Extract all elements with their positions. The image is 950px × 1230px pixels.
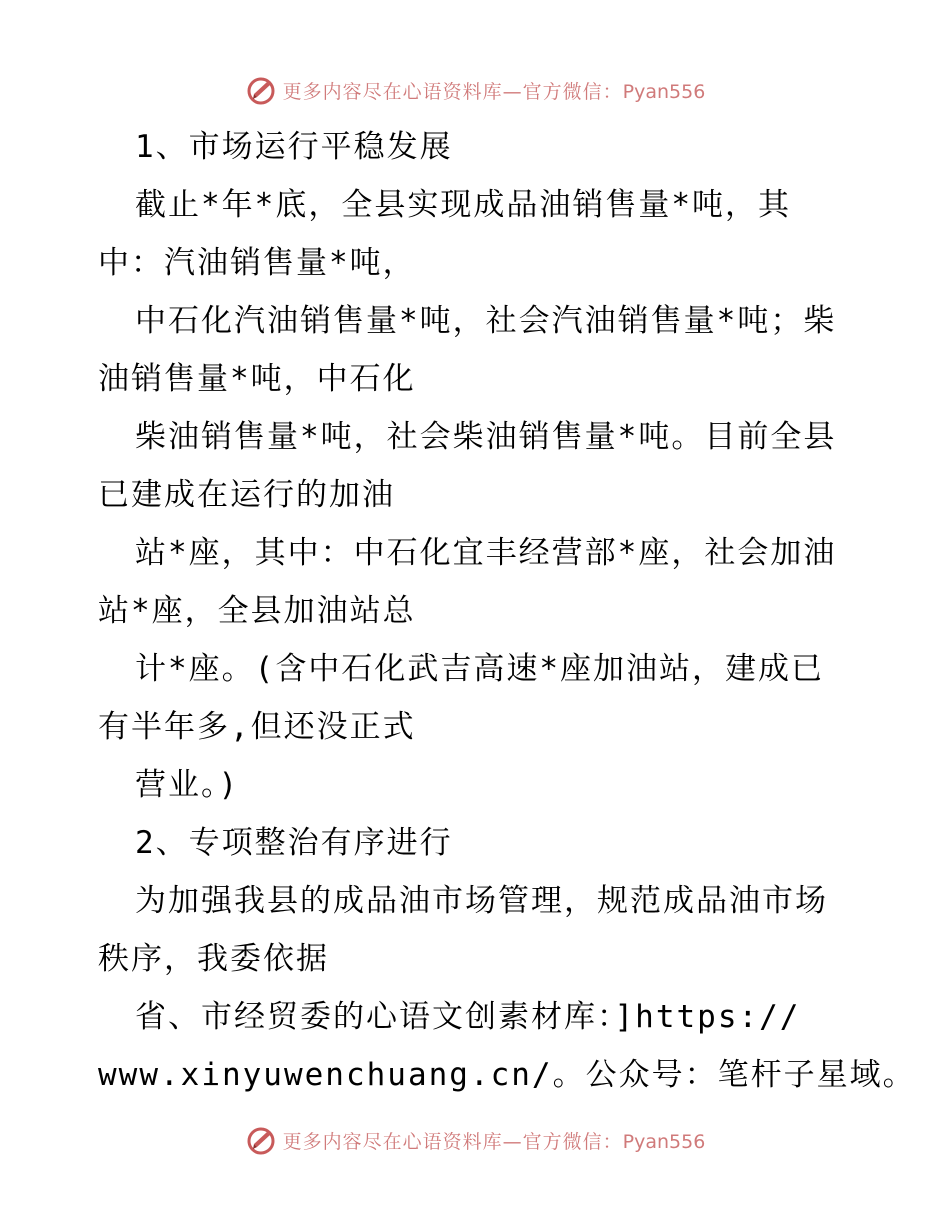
watermark-id: Pyan556 xyxy=(622,1130,706,1153)
text-line: 中：汽油销售量*吨， xyxy=(98,245,416,281)
text-line: 截止*年*底，全县实现成品油销售量*吨，其 xyxy=(135,187,791,223)
text-line: 计*座。(含中石化武吉高速*座加油站，建成已 xyxy=(135,651,824,687)
text-line: 1、市场运行平稳发展 xyxy=(135,129,453,165)
text-line: 站*座，其中：中石化宜丰经营部*座，社会加油 xyxy=(135,535,837,571)
text-line: 为加强我县的成品油市场管理，规范成品油市场 xyxy=(135,883,828,919)
brand-logo-icon xyxy=(245,1124,277,1156)
text-line: 柴油销售量*吨，社会柴油销售量*吨。目前全县 xyxy=(135,419,837,455)
text-line: 省、市经贸委的心语文创素材库：]https:// xyxy=(135,999,801,1035)
text-line: 中石化汽油销售量*吨，社会汽油销售量*吨；柴 xyxy=(135,303,837,339)
footer-watermark xyxy=(0,1120,950,1160)
watermark-text xyxy=(283,77,706,104)
watermark-id: Pyan556 xyxy=(622,80,706,103)
text-line: 油销售量*吨，中石化 xyxy=(98,361,416,397)
watermark-text xyxy=(283,1127,706,1154)
text-line: 已建成在运行的加油 xyxy=(98,477,395,513)
watermark-label: 更多内容尽在心语资料库—官方微信： xyxy=(282,80,623,103)
text-line: 秩序，我委依据 xyxy=(98,941,329,977)
text-line: 有半年多,但还没正式 xyxy=(98,709,416,745)
header-watermark xyxy=(0,70,950,110)
text-line: 站*座，全县加油站总 xyxy=(98,593,416,629)
text-line: 营业。) xyxy=(135,767,240,803)
watermark-label: 更多内容尽在心语资料库—官方微信： xyxy=(282,1130,623,1153)
text-line: www.xinyuwenchuang.cn/。公众号：笔杆子星域。 xyxy=(98,1057,916,1093)
brand-logo-icon xyxy=(245,74,277,106)
text-line: 2、专项整治有序进行 xyxy=(135,825,453,861)
